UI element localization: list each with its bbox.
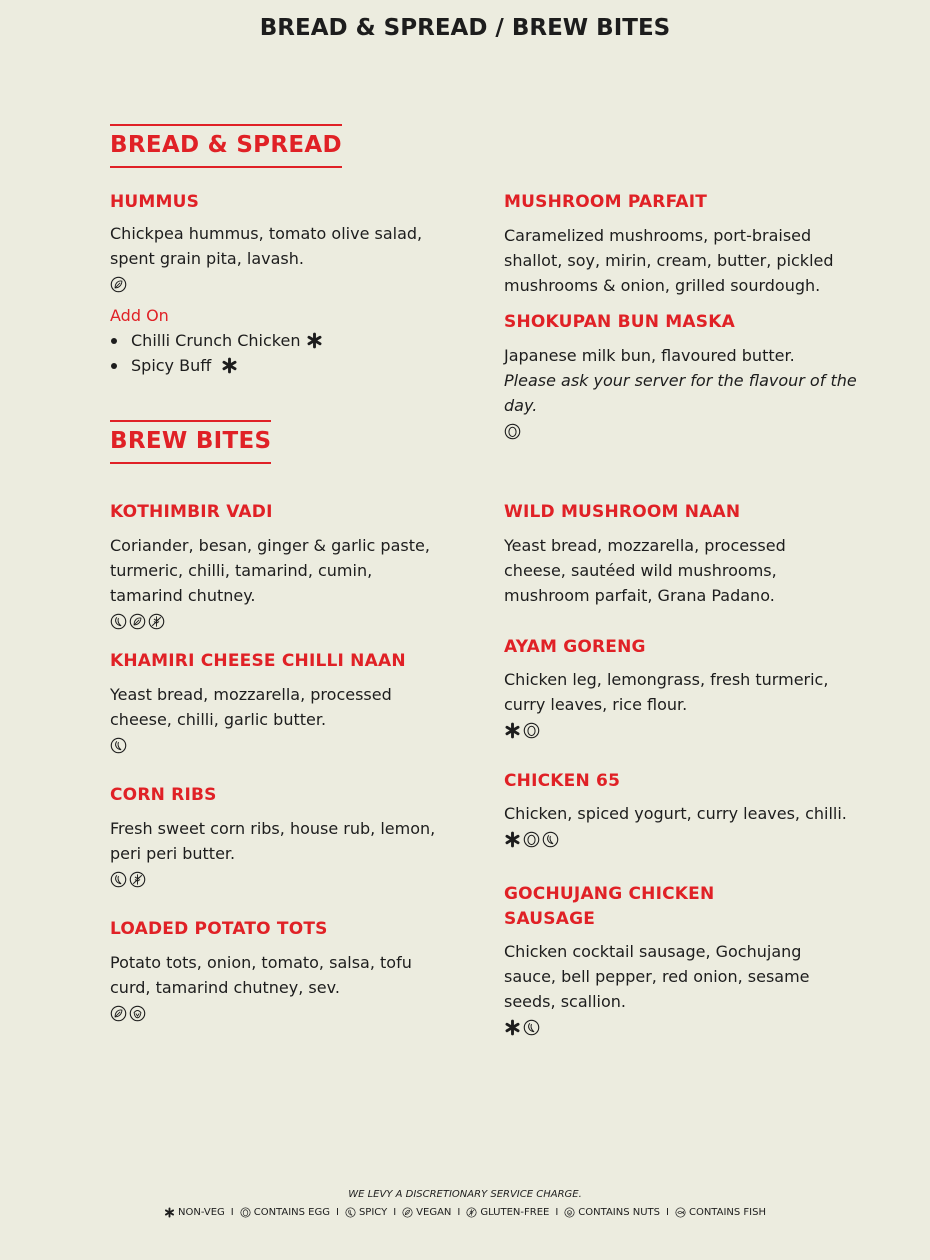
legend-separator: I (555, 1207, 559, 1218)
item-description: Yeast bread, mozzarella, processed cheese, sautéed wild mushrooms, mushroom parfait, Grana Padano. (504, 536, 786, 605)
menu-item-mushroom-parfait (504, 190, 834, 298)
dietary-icons (504, 420, 859, 442)
legend-egg: CONTAINS EGG (240, 1207, 330, 1218)
section-heading-brew-bites: BREW BITES (110, 420, 271, 464)
legend-nuts: CONTAINS NUTS (564, 1207, 660, 1218)
add-on-item: Spicy Buff (110, 353, 440, 378)
egg-icon (504, 423, 521, 440)
legend-gluten-free: GLUTEN-FREE (466, 1207, 549, 1218)
item-description: Potato tots, onion, tomato, salsa, tofu curd, tamarind chutney, sev. (110, 953, 412, 997)
item-name: MUSHROOM PARFAIT (504, 192, 708, 212)
vegan-icon (110, 276, 127, 293)
legend-separator: I (457, 1207, 461, 1218)
item-description: Chicken cocktail sausage, Gochujang sauce, bell pepper, red onion, sesame seeds, scallion. (504, 942, 810, 1011)
vegan-icon (129, 613, 146, 630)
dietary-icons (110, 868, 440, 890)
menu-item-kothimbir-vadi (110, 500, 440, 632)
item-description: Caramelized mushrooms, port-braised shallot, soy, mirin, cream, butter, pickled mushrooms & onion, grilled sourdough. (504, 226, 834, 295)
dietary-icons (504, 1016, 824, 1038)
item-name: WILD MUSHROOM NAAN (504, 502, 741, 522)
dietary-icons (110, 273, 440, 295)
item-description: Chicken, spiced yogurt, curry leaves, chilli. (504, 804, 847, 823)
page-title: BREAD & SPREAD / BREW BITES (259, 15, 671, 41)
nuts-icon (129, 1005, 146, 1022)
vegan-icon (110, 1005, 127, 1022)
item-description: Chicken leg, lemongrass, fresh turmeric, curry leaves, rice flour. (504, 670, 829, 714)
item-name: HUMMUS (110, 192, 200, 212)
dietary-legend (0, 1207, 930, 1218)
legend-spicy: SPICY (345, 1207, 387, 1218)
add-on-label: Add On (110, 306, 169, 325)
item-name: KOTHIMBIR VADI (110, 502, 273, 522)
spicy-icon (110, 871, 127, 888)
vegan-icon (402, 1207, 413, 1218)
item-name: KHAMIRI CHEESE CHILLI NAAN (110, 651, 406, 671)
dietary-icons (110, 1002, 440, 1024)
menu-item-chicken-65 (504, 769, 854, 850)
item-description: Fresh sweet corn ribs, house rub, lemon, peri peri butter. (110, 819, 436, 863)
non-veg-icon (504, 722, 521, 739)
menu-item-shokupan-bun-maska (504, 310, 859, 442)
item-name: CHICKEN 65 (504, 771, 621, 791)
legend-separator: I (230, 1207, 234, 1218)
non-veg-icon (504, 1019, 521, 1036)
section-heading-bread-spread: BREAD & SPREAD (110, 124, 342, 168)
add-on-list (110, 328, 440, 378)
menu-item-corn-ribs (110, 783, 440, 890)
item-description: Yeast bread, mozzarella, processed cheese, chilli, garlic butter. (110, 685, 392, 729)
add-on-item: Chilli Crunch Chicken (110, 328, 440, 353)
nuts-icon (564, 1207, 575, 1218)
menu-item-wild-mushroom-naan (504, 500, 824, 608)
menu-item-hummus (110, 190, 440, 378)
dietary-icons (504, 719, 834, 741)
item-name: GOCHUJANG CHICKEN SAUSAGE (504, 884, 715, 929)
item-name: CORN RIBS (110, 785, 217, 805)
spicy-icon (523, 1019, 540, 1036)
spicy-icon (110, 737, 127, 754)
spicy-icon (345, 1207, 356, 1218)
gluten-free-icon (466, 1207, 477, 1218)
legend-separator: I (393, 1207, 397, 1218)
spicy-icon (110, 613, 127, 630)
non-veg-icon (164, 1207, 175, 1218)
dietary-icons (110, 610, 440, 632)
item-description: Japanese milk bun, flavoured butter. (504, 346, 795, 365)
legend-fish: CONTAINS FISH (675, 1207, 766, 1218)
egg-icon (523, 722, 540, 739)
dietary-icons (504, 828, 854, 850)
egg-icon (240, 1207, 251, 1218)
item-note: Please ask your server for the flavour of the day. (504, 371, 857, 415)
egg-icon (523, 831, 540, 848)
item-name: SHOKUPAN BUN MASKA (504, 312, 735, 332)
dietary-icons (110, 734, 440, 756)
service-charge-note: WE LEVY A DISCRETIONARY SERVICE CHARGE. (348, 1189, 582, 1200)
menu-item-gochujang-chicken-sausage (504, 882, 824, 1038)
item-name: LOADED POTATO TOTS (110, 919, 328, 939)
menu-item-ayam-goreng (504, 635, 834, 741)
menu-item-khamiri-cheese-chilli-naan (110, 649, 440, 756)
gluten-free-icon (129, 871, 146, 888)
legend-separator: I (666, 1207, 669, 1218)
non-veg-icon (221, 357, 238, 374)
fish-icon (675, 1207, 686, 1218)
legend-non-veg: NON-VEG (164, 1207, 225, 1218)
legend-separator: I (336, 1207, 339, 1218)
spicy-icon (542, 831, 559, 848)
menu-item-loaded-potato-tots (110, 917, 440, 1024)
item-description: Chickpea hummus, tomato olive salad, spent grain pita, lavash. (110, 224, 423, 268)
non-veg-icon (504, 831, 521, 848)
gluten-free-icon (148, 613, 165, 630)
item-description: Coriander, besan, ginger & garlic paste, turmeric, chilli, tamarind, cumin, tamarind chutney. (110, 536, 430, 605)
item-name: AYAM GORENG (504, 637, 646, 657)
legend-vegan: VEGAN (402, 1207, 451, 1218)
non-veg-icon (306, 332, 323, 349)
